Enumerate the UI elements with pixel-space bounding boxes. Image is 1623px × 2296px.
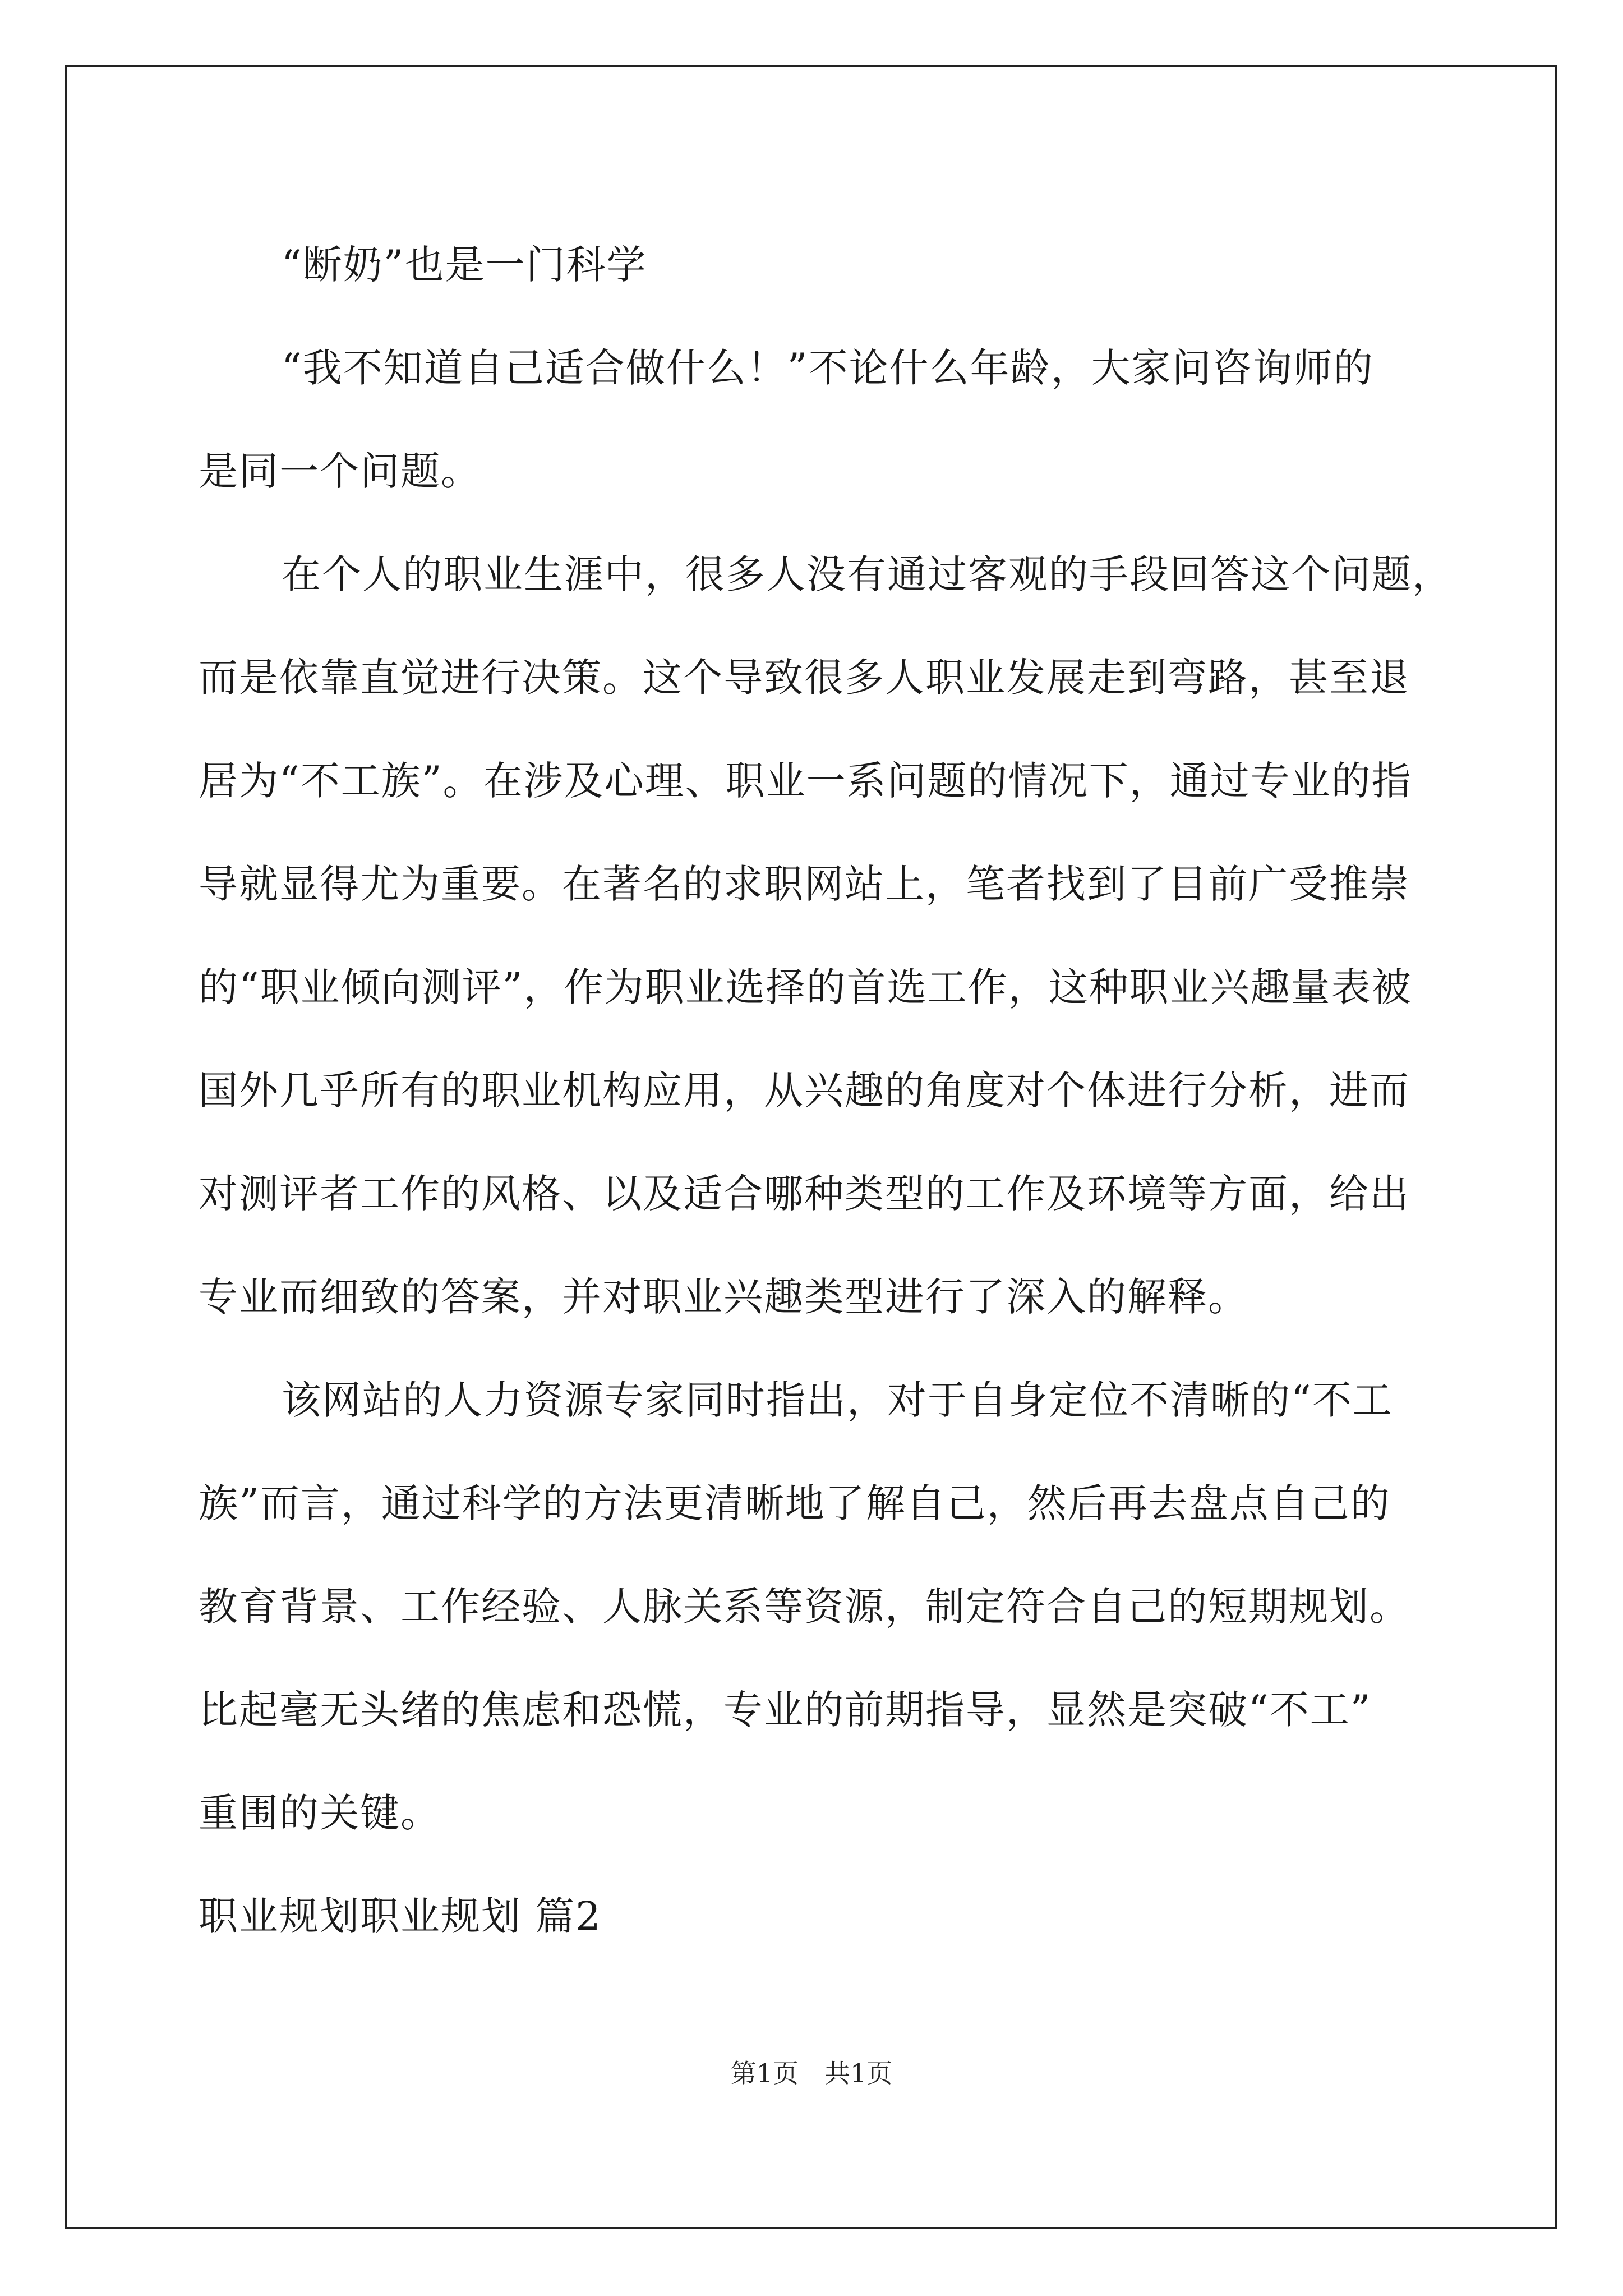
paragraph-line: 导就显得尤为重要。在著名的求职网站上，笔者找到了目前广受推崇 — [199, 861, 1410, 907]
paragraph-line: 教育背景、工作经验、人脉关系等资源，制定符合自己的短期规划。 — [199, 1584, 1410, 1630]
paragraph-line: 专业而细致的答案，并对职业兴趣类型进行了深入的解释。 — [199, 1274, 1248, 1320]
paragraph-line: 在个人的职业生涯中，很多人没有通过客观的手段回答这个问题， — [282, 551, 1453, 597]
paragraph-line: 是同一个问题。 — [199, 448, 481, 494]
paragraph-line: “我不知道自己适合做什么！”不论什么年龄，大家问咨询师的 — [282, 345, 1374, 391]
paragraph-line: 而是依靠直觉进行决策。这个导致很多人职业发展走到弯路，甚至退 — [199, 655, 1410, 701]
paragraph-line: 的“职业倾向测评”，作为职业选择的首选工作，这种职业兴趣量表被 — [199, 964, 1412, 1010]
document-heading: “断奶”也是一门科学 — [282, 242, 647, 288]
page-footer: 第1页 共1页 — [730, 2058, 893, 2088]
paragraph-line: 对测评者工作的风格、以及适合哪种类型的工作及环境等方面，给出 — [199, 1171, 1410, 1217]
section-heading: 职业规划职业规划 篇2 — [199, 1893, 602, 1939]
document-body — [199, 213, 1453, 1968]
paragraph-line: 重围的关键。 — [199, 1790, 441, 1836]
paragraph-line: 居为“不工族”。在涉及心理、职业一系问题的情况下，通过专业的指 — [199, 758, 1412, 804]
paragraph-line: 比起毫无头绪的焦虑和恐慌，专业的前期指导，显然是突破“不工” — [199, 1687, 1372, 1733]
paragraph-line: 族”而言，通过科学的方法更清晰地了解自己，然后再去盘点自己的 — [199, 1480, 1391, 1526]
paragraph-line: 该网站的人力资源专家同时指出，对于自身定位不清晰的“不工 — [282, 1377, 1393, 1423]
paragraph-line: 国外几乎所有的职业机构应用，从兴趣的角度对个体进行分析，进而 — [199, 1068, 1410, 1114]
